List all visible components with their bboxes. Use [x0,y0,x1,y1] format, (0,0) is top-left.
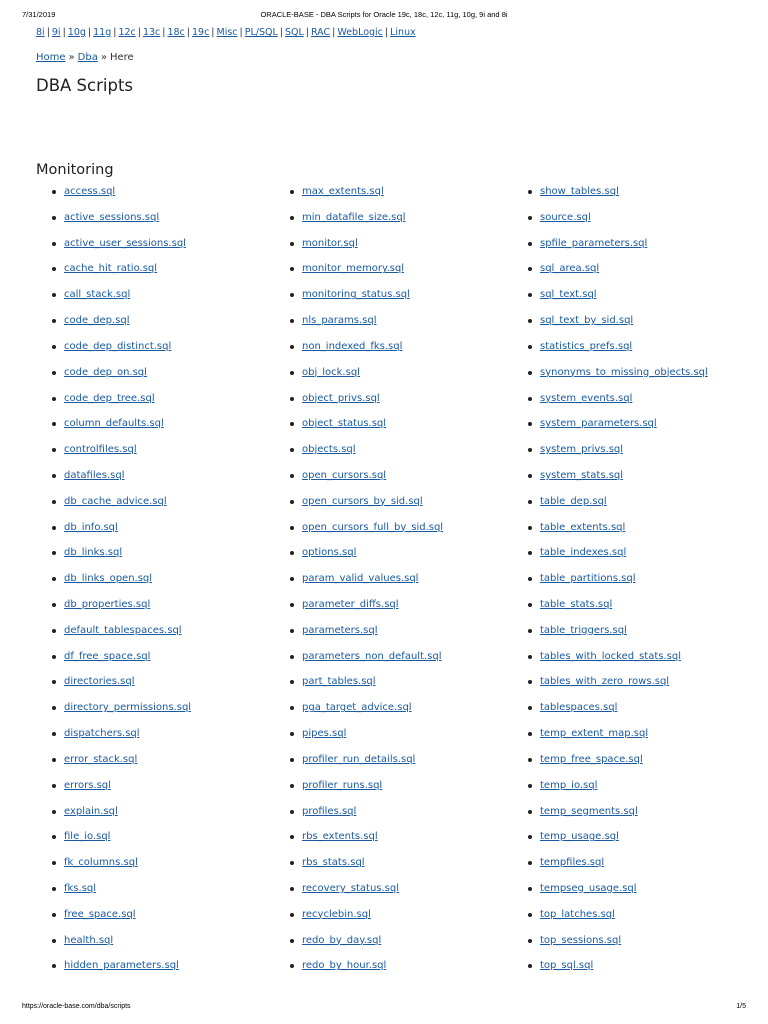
print-title: ORACLE-BASE - DBA Scripts for Oracle 19c, 18c, 12c, 11g, 10g, 9i and 8i [260,10,508,19]
nav-link-11g[interactable]: 11g [93,27,112,38]
list-item [290,340,443,366]
script-link-table-stats[interactable]: table_stats.sql [540,599,613,610]
script-link-call-stack[interactable]: call_stack.sql [64,289,131,301]
list-item [528,856,708,882]
nav-separator: | [162,27,166,38]
script-link-sql-area[interactable]: sql_area.sql [540,263,600,275]
script-link-default-tablespaces[interactable]: default_tablespaces.sql [64,624,182,636]
nav-link-rac[interactable]: RAC [310,27,331,38]
script-link-active-sessions[interactable]: active_sessions.sql [64,211,160,223]
list-item [290,805,443,831]
script-link-free-space[interactable]: free_space.sql [64,908,136,920]
list-item [52,314,191,340]
list-item [290,392,443,418]
list-item [290,469,443,495]
list-item [290,934,443,960]
list-item [528,805,708,831]
list-item [528,830,708,856]
nav-separator: | [305,27,309,38]
script-link-table-indexes[interactable]: table_indexes.sql [540,547,627,559]
list-item [290,701,443,727]
list-item [528,624,708,650]
script-link-pipes[interactable]: pipes.sql [302,728,347,740]
list-item [52,546,191,572]
print-header [22,10,746,22]
script-link-min-datafile-size[interactable]: min_datafile_size.sql [302,211,406,223]
breadcrumb-home-link[interactable]: Home [36,52,66,63]
list-item [290,675,443,701]
list-item [528,882,708,908]
script-link-directory-permissions[interactable]: directory_permissions.sql [64,702,192,714]
list-item [528,675,708,701]
nav-separator: | [87,27,92,38]
list-item [52,366,191,392]
nav-separator: | [211,27,215,38]
page-title: DBA Scripts [36,76,134,95]
list-item [290,830,443,856]
breadcrumb-current: Here [109,52,134,63]
script-link-errors[interactable]: errors.sql [64,779,111,791]
list-item [52,262,191,288]
script-link-parameters-non-default[interactable]: parameters_non_default.sql [302,650,442,662]
script-link-sql-text[interactable]: sql_text.sql [540,289,597,301]
list-item [290,908,443,934]
breadcrumb-separator: » [68,52,75,63]
list-item [290,495,443,521]
script-link-system-privs[interactable]: system_privs.sql [540,444,624,456]
script-link-table-extents[interactable]: table_extents.sql [540,521,626,533]
list-item [528,495,708,521]
script-link-access[interactable]: access.sql [64,186,116,197]
script-link-sql-text-by-sid[interactable]: sql_text_by_sid.sql [540,315,634,327]
script-link-recovery-status[interactable]: recovery_status.sql [302,882,400,894]
nav-link-sql[interactable]: SQL [284,27,304,38]
script-link-pga-target-advice[interactable]: pga_target_advice.sql [302,702,412,714]
script-link-db-properties[interactable]: db_properties.sql [64,599,151,610]
list-item [290,443,443,469]
list-item [528,262,708,288]
script-link-fk-columns[interactable]: fk_columns.sql [64,857,138,869]
script-link-column-defaults[interactable]: column_defaults.sql [64,418,164,430]
nav-separator: | [186,27,190,38]
list-item [52,211,191,237]
script-link-open-cursors-full-by-sid[interactable]: open_cursors_full_by_sid.sql [302,521,444,533]
script-link-top-latches[interactable]: top_latches.sql [540,908,615,920]
list-item [290,727,443,753]
script-link-options[interactable]: options.sql [302,547,357,559]
list-item [52,185,191,211]
list-item [528,417,708,443]
script-link-show-tables[interactable]: show_tables.sql [540,186,619,197]
script-link-objects[interactable]: objects.sql [302,444,356,456]
nav-link-8i[interactable]: 8i [36,27,45,38]
script-link-part-tables[interactable]: part_tables.sql [302,676,376,688]
list-item [290,650,443,676]
script-link-explain[interactable]: explain.sql [64,805,118,817]
list-item [52,443,191,469]
nav-link-misc[interactable]: Misc [216,27,238,38]
script-link-open-cursors[interactable]: open_cursors.sql [302,469,387,481]
script-link-table-partitions[interactable]: table_partitions.sql [540,573,636,585]
list-item [290,262,443,288]
list-item [528,753,708,779]
script-link-file-io[interactable]: file_io.sql [64,831,111,843]
script-link-monitor[interactable]: monitor.sql [302,237,358,249]
script-link-tables-with-zero-rows[interactable]: tables_with_zero_rows.sql [540,676,670,688]
script-link-tempseg-usage[interactable]: tempseg_usage.sql [540,882,637,894]
print-url: https://oracle-base.com/dba/scripts [22,1003,131,1010]
list-item [52,830,191,856]
script-link-param-valid-values[interactable]: param_valid_values.sql [302,573,419,585]
script-link-datafiles[interactable]: datafiles.sql [64,469,125,481]
list-item [52,908,191,934]
script-link-synonyms-to-missing-objects[interactable]: synonyms_to_missing_objects.sql [540,366,708,378]
script-link-profiler-runs[interactable]: profiler_runs.sql [302,779,383,791]
list-item [52,701,191,727]
script-link-df-free-space[interactable]: df_free_space.sql [64,650,151,662]
list-item [52,650,191,676]
script-link-redo-by-hour[interactable]: redo_by_hour.sql [302,960,387,972]
script-link-system-stats[interactable]: system_stats.sql [540,469,624,481]
script-link-tables-with-locked-stats[interactable]: tables_with_locked_stats.sql [540,650,681,662]
script-link-fks[interactable]: fks.sql [64,882,97,894]
list-item [52,727,191,753]
list-item [52,753,191,779]
list-item [528,366,708,392]
script-link-hidden-parameters[interactable]: hidden_parameters.sql [64,960,179,972]
nav-separator: | [46,27,50,38]
list-item [528,443,708,469]
nav-separator: | [279,27,283,38]
script-link-table-dep[interactable]: table_dep.sql [540,495,607,507]
list-item [52,779,191,805]
list-item [290,237,443,263]
list-item [528,572,708,598]
list-item [52,288,191,314]
script-link-tempfiles[interactable]: tempfiles.sql [540,857,605,869]
nav-separator: | [113,27,117,38]
script-link-tablespaces[interactable]: tablespaces.sql [540,702,618,714]
list-item [52,598,191,624]
list-item [52,392,191,418]
list-item [528,908,708,934]
script-link-temp-usage[interactable]: temp_usage.sql [540,831,619,843]
list-item [290,546,443,572]
script-link-temp-io[interactable]: temp_io.sql [540,779,598,791]
script-column-3 [528,185,708,985]
print-footer [22,1003,746,1015]
script-link-rbs-stats[interactable]: rbs_stats.sql [302,857,365,869]
script-link-dispatchers[interactable]: dispatchers.sql [64,728,140,740]
list-item [52,237,191,263]
script-link-table-triggers[interactable]: table_triggers.sql [540,624,627,636]
script-link-profiles[interactable]: profiles.sql [302,805,357,817]
list-item [290,598,443,624]
script-link-obj-lock[interactable]: obj_lock.sql [302,366,360,378]
script-link-statistics-prefs[interactable]: statistics_prefs.sql [540,340,633,352]
list-item [528,650,708,676]
nav-link-linux[interactable]: Linux [390,27,416,38]
list-item [290,417,443,443]
nav-link-9i[interactable]: 9i [51,27,61,38]
list-item [528,237,708,263]
list-item [528,340,708,366]
version-nav [36,27,416,38]
script-link-parameter-diffs[interactable]: parameter_diffs.sql [302,599,399,610]
breadcrumb-separator: » [100,52,107,63]
nav-separator: | [137,27,141,38]
script-link-system-parameters[interactable]: system_parameters.sql [540,418,657,430]
script-link-open-cursors-by-sid[interactable]: open_cursors_by_sid.sql [302,495,423,507]
script-column-2 [290,185,443,985]
script-link-parameters[interactable]: parameters.sql [302,624,378,636]
nav-separator: | [384,27,389,38]
list-item [528,288,708,314]
nav-link-12c[interactable]: 12c [118,27,136,38]
nav-link-13c[interactable]: 13c [142,27,161,38]
list-item [290,366,443,392]
script-link-db-links-open[interactable]: db_links_open.sql [64,573,153,585]
list-item [528,934,708,960]
script-link-recyclebin[interactable]: recyclebin.sql [302,908,371,920]
list-item [528,185,708,211]
script-link-db-links[interactable]: db_links.sql [64,547,123,559]
list-item [52,572,191,598]
list-item [52,495,191,521]
script-link-db-cache-advice[interactable]: db_cache_advice.sql [64,495,167,507]
list-item [528,211,708,237]
script-link-code-dep-on[interactable]: code_dep_on.sql [64,366,147,378]
nav-link-19c[interactable]: 19c [191,27,210,38]
nav-link-10g[interactable]: 10g [67,27,86,38]
script-link-db-info[interactable]: db_info.sql [64,521,118,533]
script-link-code-dep[interactable]: code_dep.sql [64,315,130,327]
list-item [52,934,191,960]
list-item [290,314,443,340]
list-item [290,624,443,650]
list-item [52,959,191,985]
list-item [528,392,708,418]
script-link-error-stack[interactable]: error_stack.sql [64,753,138,765]
list-item [290,753,443,779]
list-item [528,546,708,572]
script-link-spfile-parameters[interactable]: spfile_parameters.sql [540,237,648,249]
script-link-controlfiles[interactable]: controlfiles.sql [64,444,137,456]
script-link-redo-by-day[interactable]: redo_by_day.sql [302,934,382,946]
print-date: 7/31/2019 [22,10,56,19]
list-item [528,314,708,340]
list-item [52,675,191,701]
list-item [52,856,191,882]
script-link-object-status[interactable]: object_status.sql [302,418,387,430]
nav-separator: | [239,27,243,38]
script-link-temp-extent-map[interactable]: temp_extent_map.sql [540,728,649,740]
script-list [0,185,768,980]
script-link-cache-hit-ratio[interactable]: cache_hit_ratio.sql [64,263,158,275]
script-link-nls-params[interactable]: nls_params.sql [302,315,377,327]
script-link-active-user-sessions[interactable]: active_user_sessions.sql [64,237,186,249]
list-item [290,779,443,805]
script-link-temp-segments[interactable]: temp_segments.sql [540,805,638,817]
script-link-system-events[interactable]: system_events.sql [540,392,633,404]
nav-link-pl-sql[interactable]: PL/SQL [244,27,278,38]
list-item [528,469,708,495]
script-link-monitor-memory[interactable]: monitor_memory.sql [302,263,404,275]
list-item [52,882,191,908]
list-item [290,211,443,237]
nav-link-weblogic[interactable]: WebLogic [337,27,383,38]
list-item [290,882,443,908]
script-link-code-dep-tree[interactable]: code_dep_tree.sql [64,392,155,404]
nav-separator: | [332,27,336,38]
list-item [528,727,708,753]
script-link-code-dep-distinct[interactable]: code_dep_distinct.sql [64,340,172,352]
list-item [290,959,443,985]
script-link-health[interactable]: health.sql [64,934,114,946]
script-link-non-indexed-fks[interactable]: non_indexed_fks.sql [302,340,403,352]
list-item [528,959,708,985]
script-link-top-sql[interactable]: top_sql.sql [540,960,594,972]
breadcrumb [36,52,134,63]
script-link-object-privs[interactable]: object_privs.sql [302,392,380,404]
list-item [290,521,443,547]
list-item [52,340,191,366]
script-link-profiler-run-details[interactable]: profiler_run_details.sql [302,753,416,765]
list-item [52,805,191,831]
list-item [290,856,443,882]
list-item [528,521,708,547]
list-item [52,417,191,443]
list-item [52,469,191,495]
list-item [528,598,708,624]
script-link-top-sessions[interactable]: top_sessions.sql [540,934,622,946]
nav-link-18c[interactable]: 18c [167,27,185,38]
script-link-rbs-extents[interactable]: rbs_extents.sql [302,831,378,843]
breadcrumb-dba-link[interactable]: Dba [77,52,98,63]
list-item [52,521,191,547]
list-item [290,185,443,211]
script-link-directories[interactable]: directories.sql [64,676,135,688]
script-link-monitoring-status[interactable]: monitoring_status.sql [302,289,410,301]
nav-separator: | [62,27,66,38]
list-item [52,624,191,650]
script-column-1 [52,185,191,985]
list-item [290,572,443,598]
script-link-max-extents[interactable]: max_extents.sql [302,186,384,197]
print-page-number: 1/5 [736,1003,746,1010]
list-item [528,779,708,805]
script-link-source[interactable]: source.sql [540,211,591,223]
section-title-monitoring: Monitoring [36,162,114,178]
list-item [290,288,443,314]
list-item [528,701,708,727]
script-link-temp-free-space[interactable]: temp_free_space.sql [540,753,643,765]
